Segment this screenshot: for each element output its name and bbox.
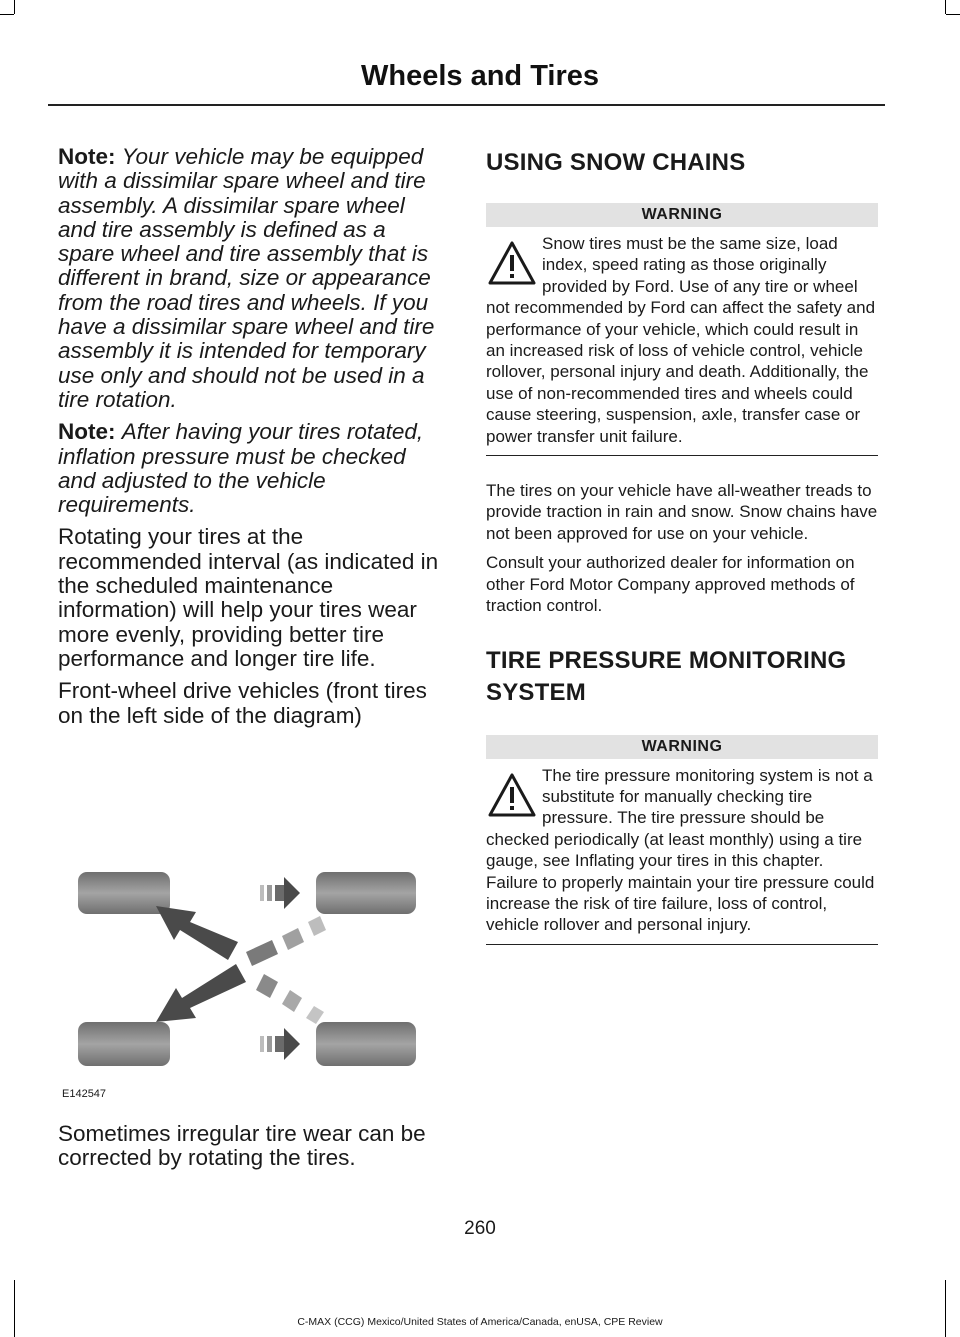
crop-mark (0, 14, 14, 15)
rear-right-tire (316, 1022, 416, 1066)
note-label: Note: (58, 144, 116, 169)
tpms-heading-line2: SYSTEM (486, 678, 586, 706)
consult-dealer-paragraph: Consult your authorized dealer for information on other Ford Motor Company approved methods of traction control. (486, 553, 855, 616)
tpms-heading (486, 647, 878, 707)
crop-mark (945, 0, 946, 14)
warning-triangle-icon (486, 239, 538, 287)
rotation-paragraph: Rotating your tires at the recommended interval (as indicated in the scheduled maintenance information) will help your tires wear more evenly, providing better tire performance and longer tire life. (58, 524, 439, 671)
dashed-bar-up (246, 916, 326, 966)
page-number: 260 (464, 1218, 496, 1239)
front-right-tire (78, 1022, 170, 1066)
irregular-wear-paragraph: Sometimes irregular tire wear can be corrected by rotating the tires. (58, 1121, 426, 1171)
warning-triangle-icon (486, 771, 538, 819)
right-column (486, 145, 878, 945)
all-weather-paragraph: The tires on your vehicle have all-weather treads to provide traction in rain and snow. Snow chains have not been approved for use on your vehicle. (486, 481, 878, 543)
arrow-top (260, 877, 300, 909)
note-dissimilar-spare (58, 145, 448, 412)
tpms-warning (486, 765, 878, 936)
page-header-title: Wheels and Tires (361, 60, 599, 92)
warning-label-bar: WARNING (486, 735, 878, 759)
crop-mark (946, 14, 960, 15)
diagram-code: E142547 (62, 1088, 107, 1100)
dashed-bar-down (256, 974, 324, 1024)
snow-chains-warning (486, 233, 878, 447)
warning-rule (486, 455, 878, 456)
crop-mark (14, 0, 15, 14)
tpms-heading-line1: TIRE PRESSURE MONITORING (486, 646, 847, 674)
rear-left-tire (316, 872, 416, 914)
header-rule (48, 104, 885, 106)
note-label: Note: (58, 419, 116, 445)
arrow-cross-down (156, 964, 246, 1022)
note-text: After having your tires rotated, inflation pressure must be checked and adjusted to the vehicle requirements. (58, 419, 424, 518)
left-column-bottom (58, 1122, 450, 1171)
arrow-cross-up (156, 906, 238, 960)
front-wheel-drive-caption: Front-wheel drive vehicles (front tires on the left side of the diagram) (58, 678, 427, 728)
note-text: Your vehicle may be equipped with a dissimilar spare wheel and tire assembly. A dissimilar spare wheel and tire assembly is defined as a spare wheel and tire assembly that is different in brand, size or appearance from the road tires and wheels. If you have a dissimilar spare wheel and tire assembly it is intended for temporary use only and should not be used in a tire rotation. (58, 144, 435, 412)
warning-text: The tire pressure monitoring system is not a substitute for manually checking tire pressure. The tire pressure should be checked periodically (at least monthly) using a tire gauge, see Inflating your tires in this chapter. Failure to properly maintain your tire pressure could increase the risk of tire failure, loss of control, vehicle rollover and personal injury. (486, 765, 875, 935)
snow-chains-heading: USING SNOW CHAINS (486, 149, 746, 176)
tire-rotation-diagram (58, 860, 426, 1108)
crop-mark (945, 1280, 946, 1337)
crop-mark (14, 1280, 15, 1337)
left-column (58, 145, 448, 736)
warning-text: Snow tires must be the same size, load index, speed rating as those originally provided by Ford. Use of any tire or wheel not recommended by Ford can affect the safety and performance of your vehicle, which could result in an increased risk of loss of vehicle control, vehicle rollover, personal injury and death. Additionally, the use of non-recommended tires and wheels could cause steering, suspension, axle, transfer case or power transfer unit failure. (486, 234, 876, 446)
note-inflation (58, 420, 448, 517)
footer-text: C-MAX (CCG) Mexico/United States of America/Canada, enUSA, CPE Review (297, 1316, 663, 1328)
arrow-bottom (260, 1028, 300, 1060)
warning-rule (486, 944, 878, 945)
front-left-tire (78, 872, 170, 914)
warning-label-bar: WARNING (486, 203, 878, 227)
